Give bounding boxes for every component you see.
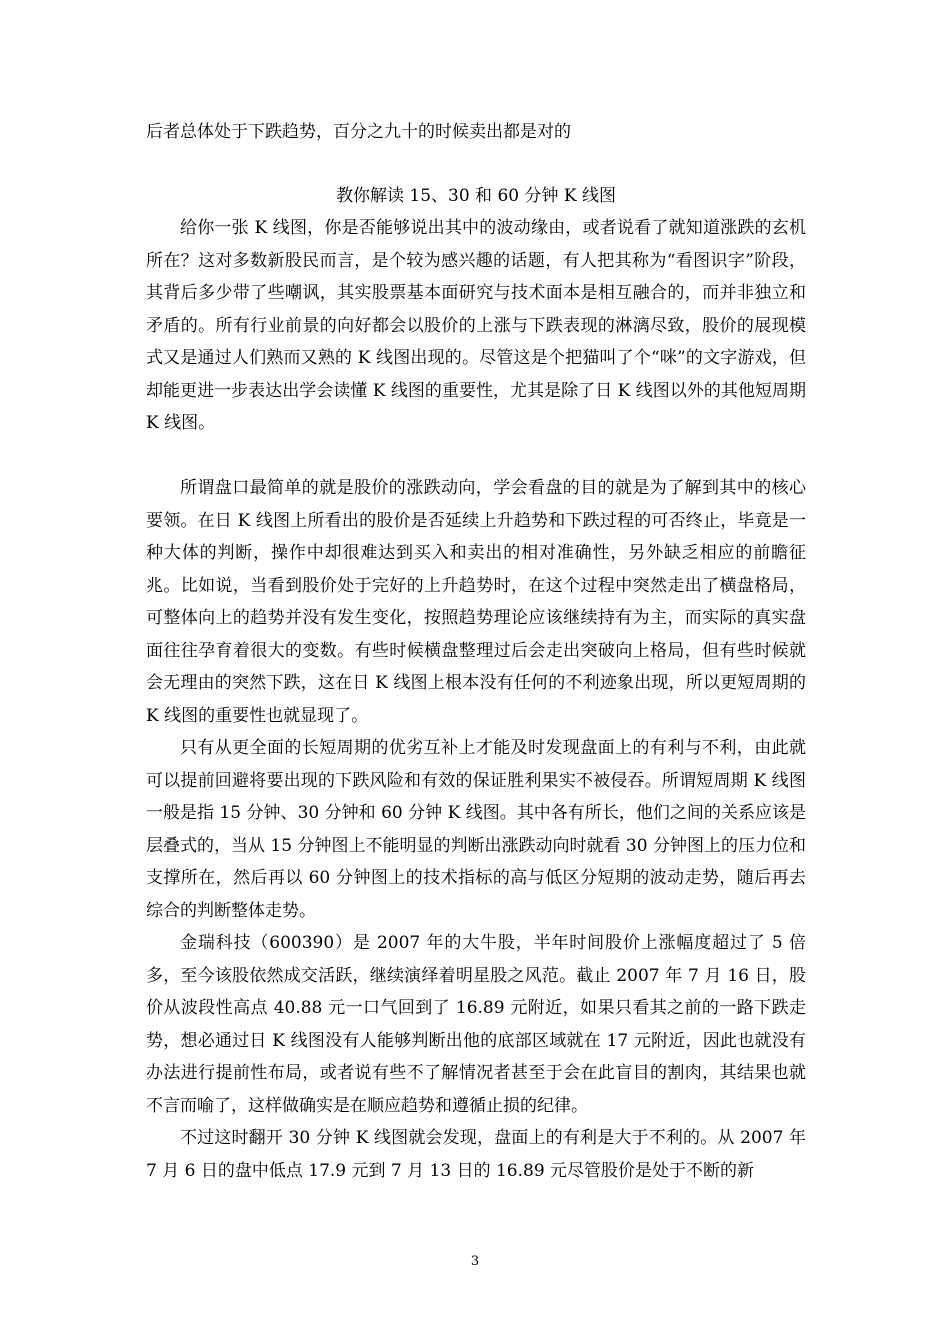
- paragraph: 不过这时翻开 30 分钟 K 线图就会发现，盘面上的有利是大于不利的。从 2007 年 7 月 6 日的盘中低点 17.9 元到 7 月 13 日的 16.89 元尽管股价是处于不断的新: [146, 1128, 806, 1181]
- page-number: 3: [470, 1254, 480, 1269]
- paragraph: 所谓盘口最简单的就是股价的涨跌动向，学会看盘的目的就是为了解到其中的核心要领。在日 K 线图上所看出的股价是否延续上升趋势和下跌过程的可否终止，毕竟是一种大体的判断，操作中却很难达到买入和卖出的相对准确性，另外缺乏相应的前瞻征兆。比如说，当看到股价处于完好的上升趋势时，在这个过程中突然走出了横盘格局，可整体向上的趋势并没有发生变化，按照趋势理论应该继续持有为主，而实际的真实盘面往往孕育着很大的变数。有些时候横盘整理过后会走出突破向上格局，但有些时候就会无理由的突然下跌，这在日 K 线图上根本没有任何的不利迹象出现，所以更短周期的 K 线图的重要性也就显现了。: [146, 478, 806, 726]
- lead-line: 后者总体处于下跌趋势，百分之九十的时候卖出都是对的: [146, 122, 571, 142]
- article-body-section-2: [146, 472, 806, 1187]
- paragraph: 只有从更全面的长短周期的优劣互补上才能及时发现盘面上的有利与不利，由此就可以提前回避将要出现的下跌风险和有效的保证胜利果实不被侵吞。所谓短周期 K 线图一般是指 15 分钟、30 分钟和 60 分钟 K 线图。其中各有所长，他们之间的关系应该是层叠式的，当从 15 分钟图上不能明显的判断出涨跌动向时就看 30 分钟图上的压力位和支撑所在，然后再以 60 分钟图上的技术指标的高与低区分短期的波动走势，随后再去综合的判断整体走势。: [146, 738, 806, 921]
- article-body-section-1: [146, 212, 806, 440]
- paragraph: 金瑞科技（600390）是 2007 年的大牛股，半年时间股价上涨幅度超过了 5 倍多，至今该股依然成交活跃，继续演绎着明星股之风范。截止 2007 年 7 月 16 日，股价从波段性高点 40.88 元一口气回到了 16.89 元附近，如果只看其之前的一路下跌走势，想必通过日 K 线图没有人能够判断出他的底部区域就在 17 元附近，因此也就没有办法进行提前性布局，或者说有些不了解情况者甚至于会在此盲目的割肉，其结果也就不言而喻了，这样做确实是在顺应趋势和遵循止损的纪律。: [146, 933, 806, 1116]
- article-title: 教你解读 15、30 和 60 分钟 K 线图: [335, 186, 617, 206]
- paragraph: 给你一张 K 线图，你是否能够说出其中的波动缘由，或者说看了就知道涨跌的玄机所在？这对多数新股民而言，是个较为感兴趣的话题，有人把其称为“看图识字”阶段，其背后多少带了些嘲讽，其实股票基本面研究与技术面本是相互融合的，而并非独立和矛盾的。所有行业前景的向好都会以股价的上涨与下跌表现的淋漓尽致，股价的展现模式又是通过人们熟而又熟的 K 线图出现的。尽管这是个把猫叫了个“咪”的文字游戏，但却能更进一步表达出学会读懂 K 线图的重要性，尤其是除了日 K 线图以外的其他短周期 K 线图。: [146, 218, 806, 433]
